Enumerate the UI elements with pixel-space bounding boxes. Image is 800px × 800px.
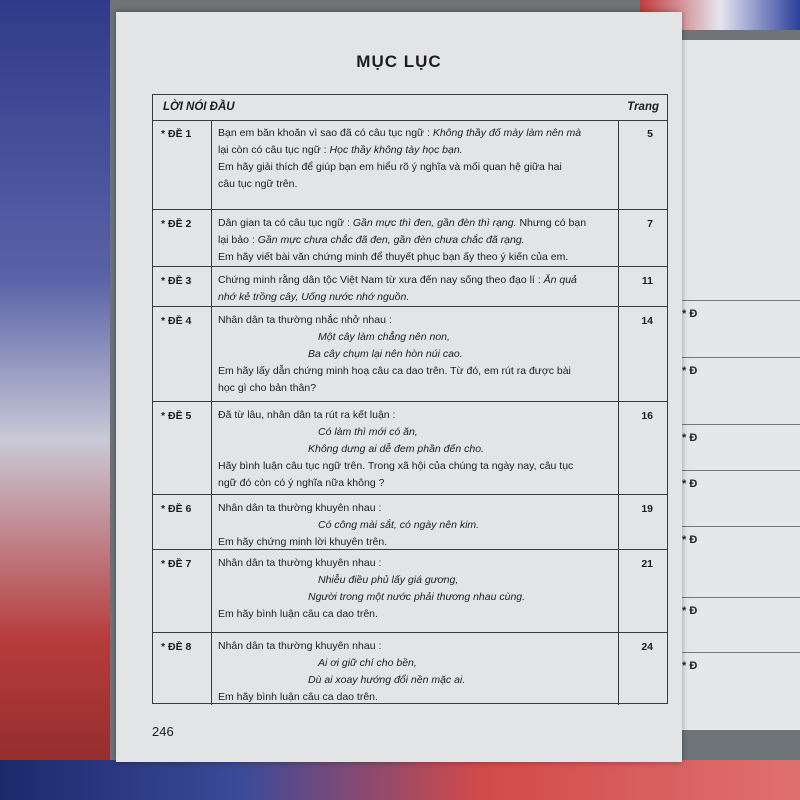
entry-content	[211, 495, 619, 549]
toc-header	[153, 95, 667, 121]
entry-page-number: 21	[641, 558, 653, 570]
adjacent-page-mark: * Đ	[682, 605, 698, 617]
quoted-proverb: Không thầy đố mày làm nên mà	[432, 127, 582, 139]
entry-text-line: Em hãy bình luận câu ca dao trên.	[218, 691, 378, 703]
entry-text-line: Nhân dân ta thường nhắc nhở nhau :	[218, 314, 392, 326]
entry-text-line: lại bảo : Gần mực chưa chắc đã đen, gần đèn chưa chắc đã rạng.	[218, 234, 525, 246]
entry-text-line	[218, 289, 612, 306]
toc-entry	[153, 307, 667, 402]
adjacent-page	[676, 40, 800, 730]
verse-line: Ai ơi giữ chí cho bền,	[318, 657, 417, 669]
entry-label: * ĐỀ 3	[161, 275, 192, 287]
adjacent-page-rule	[678, 597, 800, 598]
entry-content	[211, 210, 619, 266]
verse-line: Có công mài sắt, có ngày nên kim.	[318, 519, 480, 531]
adjacent-page-rule	[678, 357, 800, 358]
entry-label: * ĐỀ 7	[161, 558, 192, 570]
entry-page-number: 14	[641, 315, 653, 327]
table-of-contents	[152, 94, 668, 704]
entry-text-line: học gì cho bản thân?	[218, 382, 317, 394]
toc-entry	[153, 402, 667, 495]
entry-text-line: Em hãy viết bài văn chứng minh để thuyết phục bạn ấy theo ý kiến của em.	[218, 251, 569, 263]
page-column-label: Trang	[627, 101, 659, 113]
entry-page-number: 11	[641, 275, 653, 287]
verse-line: Ba cây chụm lại nên hòn núi cao.	[308, 348, 463, 360]
entry-content	[211, 120, 619, 209]
verse-line: Có làm thì mới có ăn,	[318, 426, 418, 438]
entry-page-number: 24	[641, 641, 653, 653]
adjacent-page-mark: * Đ	[682, 534, 698, 546]
entry-text-line: Chứng minh rằng dân tộc Việt Nam từ xưa đến nay sống theo đạo lí : Ăn quả	[218, 274, 577, 286]
adjacent-page-rule	[678, 424, 800, 425]
toc-entry	[153, 495, 667, 550]
entry-label: * ĐỀ 5	[161, 410, 192, 422]
toc-entry	[153, 633, 667, 705]
entry-page-number: 5	[647, 128, 653, 140]
adjacent-page-mark: * Đ	[682, 308, 698, 320]
entry-text-line: Nhân dân ta thường khuyên nhau :	[218, 502, 382, 514]
entry-text-line: Đã từ lâu, nhân dân ta rút ra kết luận :	[218, 409, 396, 421]
entry-content	[211, 633, 619, 705]
adjacent-page-mark: * Đ	[682, 478, 698, 490]
adjacent-page-rule	[678, 526, 800, 527]
entry-text-line: lại còn có câu tục ngữ : Học thầy không tày học bạn.	[218, 144, 463, 156]
entry-label: * ĐỀ 4	[161, 315, 192, 327]
entry-page-number: 16	[641, 410, 653, 422]
background-bottom	[0, 760, 800, 800]
background-left	[0, 0, 110, 800]
entry-text-line: câu tục ngữ trên.	[218, 178, 298, 190]
toc-entry	[153, 120, 667, 210]
adjacent-page-rule	[678, 470, 800, 471]
entry-text-line: Dân gian ta có câu tục ngữ : Gần mực thì đen, gần đèn thì rạng. Nhưng có bạn	[218, 217, 587, 229]
entry-text-line: Nhân dân ta thường khuyên nhau :	[218, 557, 382, 569]
verse-line: Nhiễu điều phủ lấy giá gương,	[318, 574, 459, 586]
toc-entry	[153, 210, 667, 267]
entry-text-line: Bạn em băn khoăn vì sao đã có câu tục ngữ : Không thầy đố mày làm nên mà	[218, 127, 582, 139]
page-number: 246	[152, 724, 174, 739]
book-page	[116, 12, 682, 762]
adjacent-page-rule	[678, 300, 800, 301]
intro-label: LỜI NÓI ĐẦU	[163, 101, 235, 113]
entry-content	[211, 550, 619, 632]
entry-text-line: Em hãy giải thích để giúp bạn em hiểu rõ ý nghĩa và mối quan hệ giữa hai	[218, 161, 562, 173]
quoted-proverb: Gần mực thì đen, gần đèn thì rạng.	[352, 217, 517, 229]
quoted-proverb: Gần mực chưa chắc đã đen, gần đèn chưa chắc đã rạng.	[257, 234, 525, 246]
toc-entry	[153, 267, 667, 307]
entry-label: * ĐỀ 8	[161, 641, 192, 653]
entry-page-number: 7	[647, 218, 653, 230]
verse-line: Người trong một nước phải thương nhau cùng.	[308, 591, 526, 603]
entry-label: * ĐỀ 6	[161, 503, 192, 515]
entry-text-line: Nhân dân ta thường khuyên nhau :	[218, 640, 382, 652]
entry-content	[211, 307, 619, 401]
quoted-proverb: Học thầy không tày học bạn.	[329, 144, 463, 156]
adjacent-page-mark: * Đ	[682, 365, 698, 377]
entry-text-line: Em hãy bình luận câu ca dao trên.	[218, 608, 378, 620]
entry-text-line: Hãy bình luận câu tục ngữ trên. Trong xã hội của chúng ta ngày nay, câu tục	[218, 460, 574, 472]
entry-text-line: Em hãy chứng minh lời khuyên trên.	[218, 536, 388, 548]
entry-label: * ĐỀ 1	[161, 128, 192, 140]
adjacent-page-rule	[678, 652, 800, 653]
entry-page-number: 19	[641, 503, 653, 515]
entry-text-line: Em hãy lấy dẫn chứng minh hoạ câu ca dao trên. Từ đó, em rút ra được bài	[218, 365, 571, 377]
entry-content	[211, 267, 619, 306]
entry-label: * ĐỀ 2	[161, 218, 192, 230]
adjacent-page-mark: * Đ	[682, 432, 698, 444]
quoted-proverb: Ăn quả	[543, 274, 577, 286]
verse-line: Dù ai xoay hướng đổi nền mặc ai.	[308, 674, 466, 686]
verse-line: Không dưng ai dễ đem phần đến cho.	[308, 443, 484, 455]
page-title: MỤC LỤC	[356, 52, 442, 71]
adjacent-page-mark: * Đ	[682, 660, 698, 672]
quoted-proverb: nhớ kẻ trồng cây, Uống nước nhớ nguồn.	[218, 291, 410, 303]
entry-text-line: ngữ đó còn có ý nghĩa nữa không ?	[218, 477, 385, 489]
verse-line: Một cây làm chẳng nên non,	[318, 331, 450, 343]
toc-entry	[153, 550, 667, 633]
entry-content	[211, 402, 619, 494]
